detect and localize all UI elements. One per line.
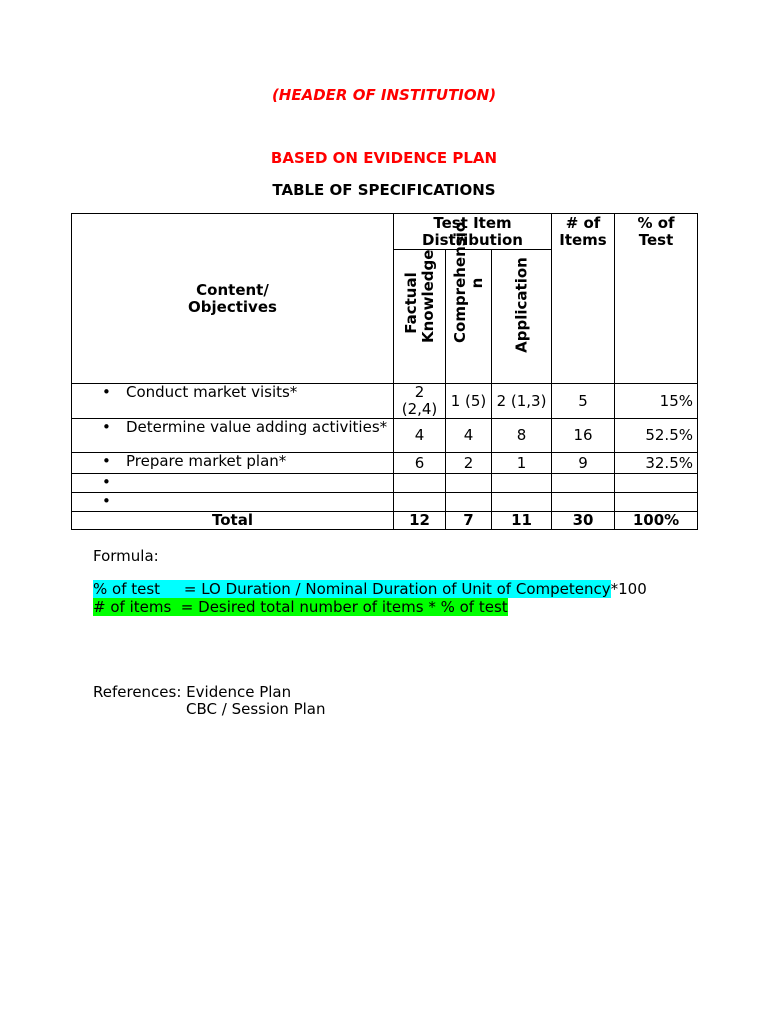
header-content-objectives: [72, 214, 394, 384]
formula-label: Formula:: [93, 547, 159, 565]
comprehension-label: Comprehensio n: [450, 221, 486, 343]
bullet-icon: •: [102, 452, 111, 470]
table-row: [72, 453, 698, 474]
comprehension-cell: 4: [446, 419, 492, 453]
bullet-icon: •: [102, 473, 111, 491]
factual-cell: 2 (2,4): [394, 384, 446, 419]
objective-text: Conduct market visits*: [126, 383, 298, 401]
bullet-icon: •: [102, 492, 111, 510]
formula-percent-tail: *100: [610, 580, 647, 598]
percent-cell: 32.5%: [615, 453, 698, 474]
objective-cell: [72, 474, 394, 493]
table-row-empty: [72, 474, 698, 493]
total-row: [72, 512, 698, 530]
total-percent: 100%: [615, 512, 698, 530]
bullet-icon: •: [102, 383, 111, 401]
total-factual: 12: [394, 512, 446, 530]
empty-cell: [615, 474, 698, 493]
total-comprehension: 7: [446, 512, 492, 530]
header-application: [492, 250, 552, 384]
institution-header: (HEADER OF INSTITUTION): [271, 86, 497, 104]
empty-cell: [552, 493, 615, 512]
factual-knowledge-label: Factual Knowledge: [401, 249, 437, 343]
content-objectives-label: Content/ Objectives: [188, 280, 277, 316]
formula-percent-of-test: [93, 580, 647, 598]
table-row: [72, 419, 698, 453]
comprehension-cell: 2: [446, 453, 492, 474]
formula-percent-highlight: % of test = LO Duration / Nominal Duration of Unit of Competency: [93, 580, 611, 598]
objective-cell: [72, 453, 394, 474]
table-title: TABLE OF SPECIFICATIONS: [272, 181, 496, 199]
table-row-empty: [72, 493, 698, 512]
factual-cell: 4: [394, 419, 446, 453]
header-percent-test: [615, 214, 698, 384]
objective-text: Prepare market plan*: [126, 452, 287, 470]
percent-cell: 15%: [615, 384, 698, 419]
empty-cell: [615, 493, 698, 512]
total-items: 30: [552, 512, 615, 530]
empty-cell: [394, 493, 446, 512]
total-label: Total: [72, 512, 394, 530]
references-line-2: CBC / Session Plan: [186, 700, 326, 718]
items-cell: 16: [552, 419, 615, 453]
empty-cell: [552, 474, 615, 493]
header-num-items: [552, 214, 615, 384]
empty-cell: [492, 493, 552, 512]
header-factual-knowledge: [394, 250, 446, 384]
objective-text: Determine value adding activities*: [126, 418, 388, 436]
percent-test-label: % of Test: [637, 214, 675, 249]
evidence-plan-heading: BASED ON EVIDENCE PLAN: [270, 149, 498, 167]
total-application: 11: [492, 512, 552, 530]
table-row: [72, 384, 698, 419]
application-cell: 1: [492, 453, 552, 474]
formula-num-items: [93, 598, 508, 616]
items-cell: 5: [552, 384, 615, 419]
objective-cell: [72, 493, 394, 512]
header-test-item-distribution: Test Item Distribution: [394, 214, 552, 250]
items-cell: 9: [552, 453, 615, 474]
bullet-icon: •: [102, 418, 111, 436]
formula-items-highlight: # of items = Desired total number of items * % of test: [93, 598, 508, 616]
references-line: References: Evidence Plan: [93, 683, 292, 701]
objective-cell: [72, 419, 394, 453]
empty-cell: [446, 474, 492, 493]
application-cell: 8: [492, 419, 552, 453]
application-label: Application: [512, 257, 530, 353]
objective-cell: [72, 384, 394, 419]
header-comprehension: [446, 221, 492, 384]
specifications-table: [71, 213, 698, 530]
empty-cell: [446, 493, 492, 512]
empty-cell: [492, 474, 552, 493]
factual-cell: 6: [394, 453, 446, 474]
percent-cell: 52.5%: [615, 419, 698, 453]
empty-cell: [394, 474, 446, 493]
num-items-label: # of Items: [559, 214, 607, 249]
comprehension-cell: 1 (5): [446, 384, 492, 419]
application-cell: 2 (1,3): [492, 384, 552, 419]
